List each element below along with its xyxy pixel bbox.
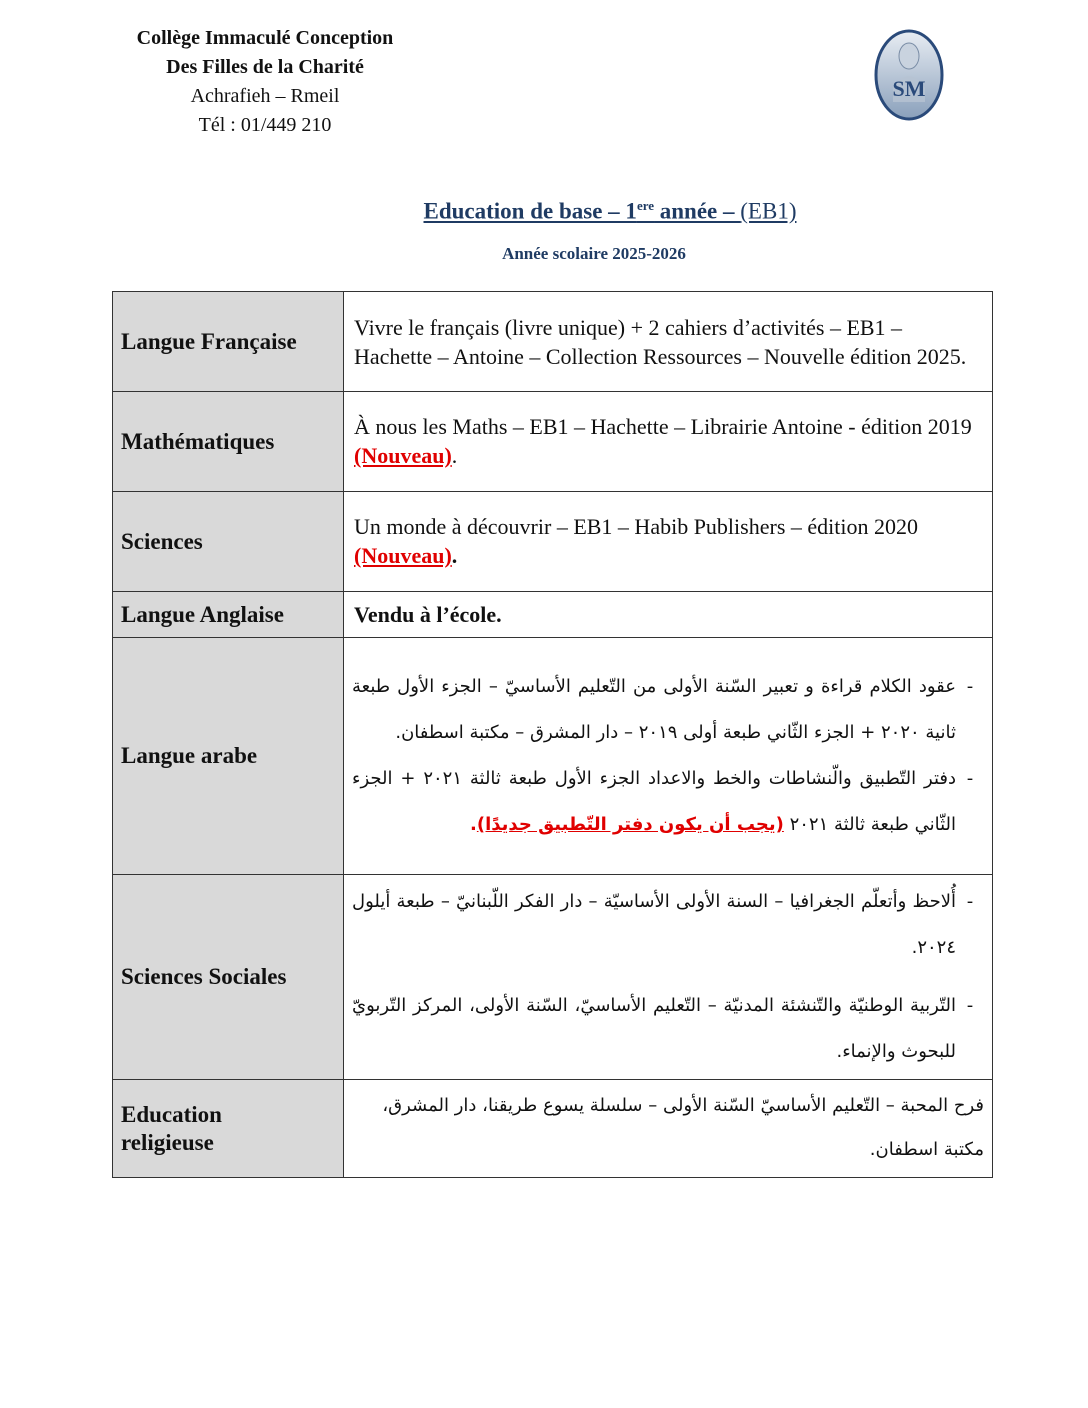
book-cell [344,638,993,875]
book-text: فرح المحبة – التّعليم الأساسيّ السّنة الأولى – سلسلة يسوع طريقنا، دار المشرق، مكتبة اسطفان. [382,1095,984,1160]
warning-note-end: . [470,814,477,835]
subject-cell: Langue arabe [113,638,344,875]
title-rest: année – [654,198,741,224]
list-item: - التّربية الوطنيّة والتّنشئة المدنيّة – التّعليم الأساسيّ، السّنة الأولى، المركز التّربويّ للبحوث والإنماء. [352,983,984,1075]
book-text: دفتر التّطبيق والّنشاطات والخط والاعداد الجزء الأول طبعة ثالثة ٢٠٢١ + الجزء الثّاني طبعة ثالثة ٢٠٢١ [352,768,956,835]
school-header [110,24,420,140]
list-item: - عقود الكلام قراءة و تعبير السّنة الأولى من التّعليم الأساسيّ – الجزء الأول طبعة ثانية ٢٠٢٠ + الجزء الثّاني طبعة أولى ٢٠١٩ – دار المشرق – مكتبة اسطفان. [352,664,984,756]
book-cell [344,392,993,492]
school-year: Année scolaire 2025-2026 [502,244,686,263]
table-row [113,492,993,592]
table-row [113,392,993,492]
book-text: عقود الكلام قراءة و تعبير السّنة الأولى من التّعليم الأساسيّ – الجزء الأول طبعة ثانية ٢٠٢٠ + الجزء الثّاني طبعة أولى ٢٠١٩ – دار المشرق – مكتبة اسطفان. [352,676,956,743]
subject-cell: Langue Anglaise [113,592,344,638]
school-logo [873,28,945,122]
new-badge: (Nouveau) [354,443,452,468]
subject-cell: Sciences [113,492,344,592]
book-text-end: . [451,443,458,468]
school-congregation: Des Filles de la Charité [166,56,364,78]
subject-cell: Mathématiques [113,392,344,492]
subject-line: religieuse [121,1129,214,1155]
table-row [113,875,993,1080]
book-cell [344,492,993,592]
school-location: Achrafieh – Rmeil [190,85,340,107]
list-item: - دفتر التّطبيق والّنشاطات والخط والاعداد الجزء الأول طبعة ثالثة ٢٠٢١ + الجزء الثّاني طبعة ثالثة ٢٠٢١ (يجب أن يكون دفتر التّطبيق جديدًا). [352,768,974,835]
book-cell: Vivre le français (livre unique) + 2 cahiers d’activités – EB1 – Hachette – Antoine – Collection Ressources – Nouvelle édition 2025. [344,292,993,392]
book-text: التّربية الوطنيّة والتّنشئة المدنيّة – التّعليم الأساسيّ، السّنة الأولى، المركز التّربويّ للبحوث والإنماء. [352,995,956,1062]
title-main: Education de base – 1 [423,198,637,224]
table-row [113,592,993,638]
school-phone: Tél : 01/449 210 [198,114,332,136]
subject-cell [113,1080,344,1178]
subject-line: Education [121,1101,222,1127]
title-code: (EB1) [740,198,797,224]
book-cell [344,875,993,1080]
book-list-table [112,291,993,1178]
subject-cell: Langue Française [113,292,344,392]
book-text: À nous les Maths – EB1 – Hachette – Librairie Antoine - édition 2019 [354,414,972,439]
new-badge: (Nouveau) [354,543,452,568]
subject-cell: Sciences Sociales [113,875,344,1080]
book-text: أُلاحظ وأتعلّم الجغرافيا – السنة الأولى الأساسيّة – دار الفكر اللّبنانيّ – طبعة أيلول ٢٠٢٤. [352,891,956,958]
book-cell [344,1080,993,1178]
logo-monogram: SM [892,76,926,101]
table-row [113,292,993,392]
book-text: Un monde à découvrir – EB1 – Habib Publishers – édition 2020 [354,514,918,539]
school-name: Collège Immaculé Conception [136,27,394,49]
page-title [330,198,890,225]
table-row [113,1080,993,1178]
book-text-end: . [451,543,458,568]
warning-note: (يجب أن يكون دفتر التّطبيق جديدًا) [476,814,784,835]
list-item: - أُلاحظ وأتعلّم الجغرافيا – السنة الأولى الأساسيّة – دار الفكر اللّبنانيّ – طبعة أيلول ٢٠٢٤. [352,879,984,971]
table-row [113,638,993,875]
title-superscript: ere [636,198,655,213]
book-cell: Vendu à l’école. [344,592,993,638]
